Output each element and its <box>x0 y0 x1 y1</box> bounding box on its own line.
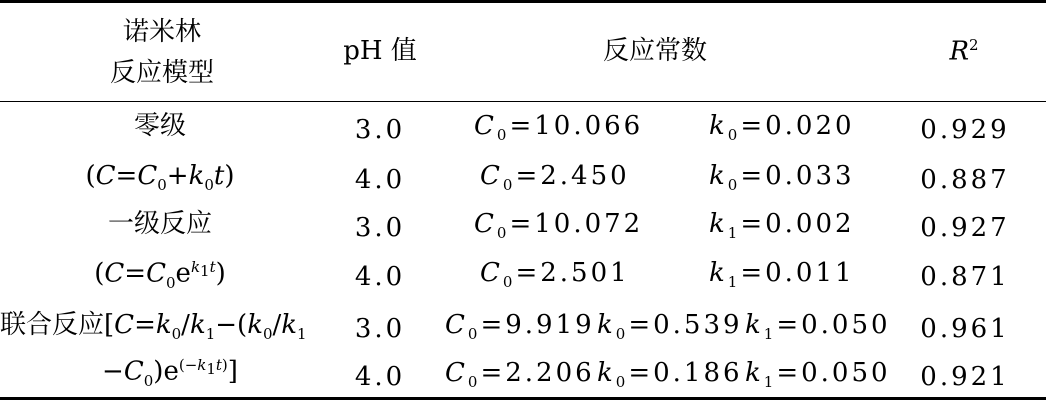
header-r2-base: R <box>949 36 970 67</box>
table-top-rule <box>0 0 1046 3</box>
header-model-line2: 反应模型 <box>109 58 215 88</box>
k0-value: $k_0=0.539$ <box>597 310 743 344</box>
header-r2 <box>949 38 978 65</box>
k-number: =0.020 <box>740 111 855 141</box>
c0-value: $C_0=10.066$ <box>474 111 644 145</box>
k-subscript: 0 <box>727 126 741 145</box>
k0-number: =0.539 <box>628 310 743 340</box>
k-value: $k_0=0.033$ <box>709 161 855 195</box>
r2-value: 0.927 <box>920 213 1010 243</box>
header-ph: pH 值 <box>343 36 417 66</box>
k-subscript: 1 <box>727 273 741 292</box>
c0-value: $C_0=10.072$ <box>474 209 644 243</box>
r2-value: 0.961 <box>920 314 1010 344</box>
ph-value: 4.0 <box>354 262 406 292</box>
table-bottom-rule <box>0 397 1046 400</box>
k-number: =0.011 <box>740 258 855 288</box>
k-subscript: 1 <box>727 224 741 243</box>
c0-value: $C_0=2.206$ <box>445 358 595 392</box>
header-r2-exp: 2 <box>969 36 979 54</box>
k-value: $k_1=0.011$ <box>709 258 855 292</box>
k-number: =0.033 <box>740 161 855 191</box>
k0-value: $k_0=0.186$ <box>597 358 743 392</box>
ph-value: 4.0 <box>354 165 406 195</box>
model-formula-zero-order: $(C=C_0+k_0t)$ <box>85 161 235 195</box>
r2-value: 0.929 <box>920 115 1010 145</box>
table-header-rule <box>0 101 1046 102</box>
k-value: $k_1=0.002$ <box>709 209 855 243</box>
ph-value: 3.0 <box>354 115 406 145</box>
k1-number: =0.050 <box>776 310 891 340</box>
k0-number: =0.186 <box>628 358 743 388</box>
k-number: =0.002 <box>740 209 855 239</box>
ph-value: 3.0 <box>354 314 406 344</box>
k-subscript: 0 <box>727 176 741 195</box>
header-model-line1: 诺米林 <box>122 17 202 47</box>
k-value: $k_0=0.020$ <box>709 111 855 145</box>
c0-value: $C_0=9.919$ <box>445 310 595 344</box>
c0-number: =10.066 <box>509 111 644 141</box>
model-name-first-order: 一级反应 <box>107 209 213 239</box>
k1-value: $k_1=0.050$ <box>745 310 891 344</box>
c0-value: $C_0=2.501$ <box>480 258 630 292</box>
k1-value: $k_1=0.050$ <box>745 358 891 392</box>
c0-number: =2.450 <box>515 161 630 191</box>
r2-value: 0.887 <box>920 165 1010 195</box>
model-formula-first-order: $(C=C_0e^{k_1t})$ <box>94 258 226 292</box>
r2-value: 0.871 <box>920 262 1010 292</box>
ph-value: 3.0 <box>354 213 406 243</box>
c0-number: =2.206 <box>480 358 595 388</box>
model-formula-combined-line1: 联合反应[$C=k_0/k_1-(k_0/k_1$ <box>0 310 307 344</box>
ph-value: 4.0 <box>354 362 406 392</box>
c0-number: =2.501 <box>515 258 630 288</box>
header-constants: 反应常数 <box>602 36 708 66</box>
c0-value: $C_0=2.450$ <box>480 161 630 195</box>
c0-number: =10.072 <box>509 209 644 239</box>
r2-value: 0.921 <box>920 362 1010 392</box>
c0-number: =9.919 <box>480 310 595 340</box>
model-name-zero-order: 零级 <box>133 111 187 141</box>
k1-number: =0.050 <box>776 358 891 388</box>
model-formula-combined-line2: $-C_0)e^{(-k_1t)}$] <box>102 356 238 390</box>
